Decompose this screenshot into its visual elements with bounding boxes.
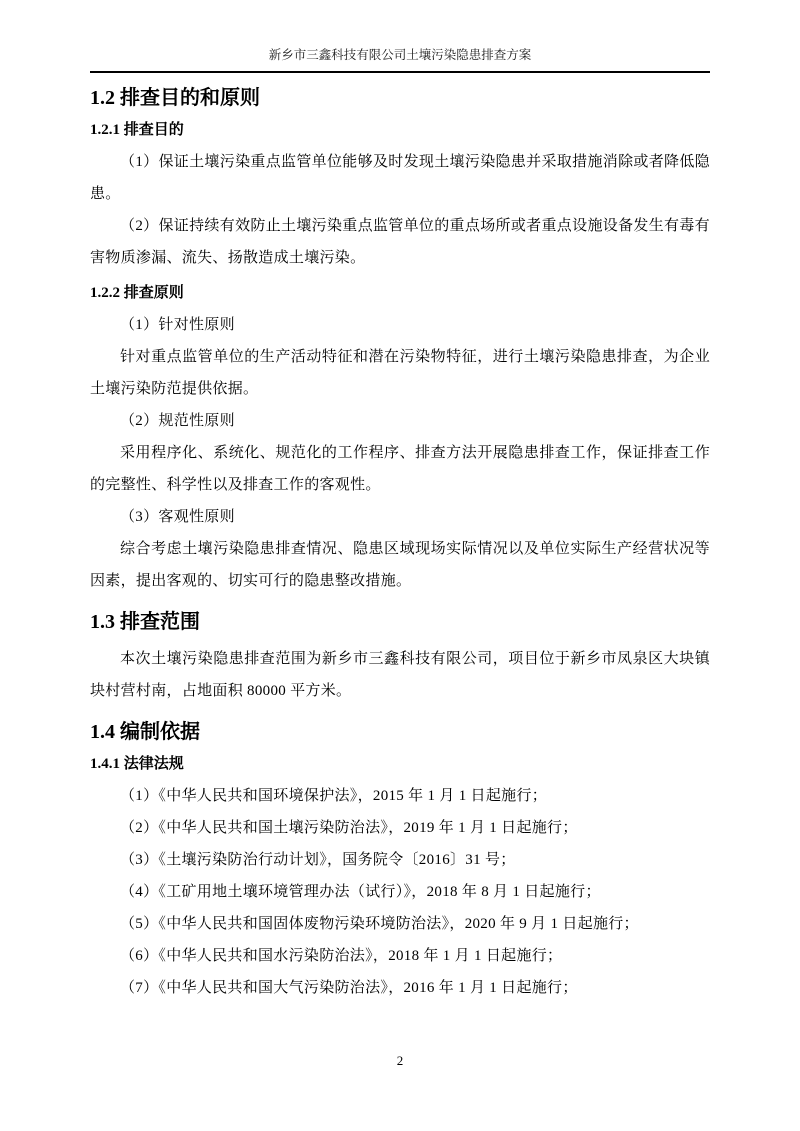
header-title: 新乡市三鑫科技有限公司土壤污染隐患排查方案 <box>268 48 532 62</box>
paragraph-purpose-2: （2）保证持续有效防止土壤污染重点监管单位的重点场所或者重点设施设备发生有毒有害物质渗漏、流失、扬散造成土壤污染。 <box>90 218 710 266</box>
law-item-6: （6）《中华人民共和国水污染防治法》，2018 年 1 月 1 日起施行； <box>120 948 563 964</box>
heading-1-3-scope: 1.3 排查范围 <box>90 611 200 633</box>
paragraph-principle-2-body: 采用程序化、系统化、规范化的工作程序、排查方法开展隐患排查工作，保证排查工作的完整性、科学性以及排查工作的客观性。 <box>90 445 710 493</box>
paragraph-principle-1-body: 针对重点监管单位的生产活动特征和潜在污染物特征，进行土壤污染隐患排查，为企业土壤污染防范提供依据。 <box>90 349 710 397</box>
law-item-2: （2）《中华人民共和国土壤污染防治法》，2019 年 1 月 1 日起施行； <box>120 820 578 836</box>
paragraph-principle-3-title: （3）客观性原则 <box>120 509 235 525</box>
document-body <box>90 85 710 1004</box>
paragraph-principle-1-title: （1）针对性原则 <box>120 317 235 333</box>
law-item-1: （1）《中华人民共和国环境保护法》，2015 年 1 月 1 日起施行； <box>120 788 548 804</box>
law-item-4: （4）《工矿用地土壤环境管理办法（试行）》，2018 年 8 月 1 日起施行； <box>120 884 601 900</box>
page-header <box>90 46 710 73</box>
paragraph-purpose-1: （1）保证土壤污染重点监管单位能够及时发现土壤污染隐患并采取措施消除或者降低隐患。 <box>90 154 710 202</box>
page-footer <box>0 1053 800 1069</box>
paragraph-principle-3-body: 综合考虑土壤污染隐患排查情况、隐患区域现场实际情况以及单位实际生产经营状况等因素，提出客观的、切实可行的隐患整改措施。 <box>90 541 710 589</box>
paragraph-principle-2-title: （2）规范性原则 <box>120 413 235 429</box>
heading-1-4-basis: 1.4 编制依据 <box>90 721 200 743</box>
page-number: 2 <box>396 1053 404 1068</box>
heading-1-4-1-laws: 1.4.1 法律法规 <box>90 756 184 772</box>
heading-1-2-1-purpose: 1.2.1 排查目的 <box>90 122 184 138</box>
heading-1-2-2-principles: 1.2.2 排查原则 <box>90 285 184 301</box>
law-item-5: （5）《中华人民共和国固体废物污染环境防治法》，2020 年 9 月 1 日起施行； <box>120 916 639 932</box>
heading-1-2-purpose-and-principles: 1.2 排查目的和原则 <box>90 87 260 109</box>
law-item-3: （3）《土壤污染防治行动计划》，国务院令〔2016〕31 号； <box>120 852 516 868</box>
paragraph-scope: 本次土壤污染隐患排查范围为新乡市三鑫科技有限公司，项目位于新乡市凤泉区大块镇块村营村南，占地面积 80000 平方米。 <box>90 651 710 699</box>
law-item-7: （7）《中华人民共和国大气污染防治法》，2016 年 1 月 1 日起施行； <box>120 980 578 996</box>
